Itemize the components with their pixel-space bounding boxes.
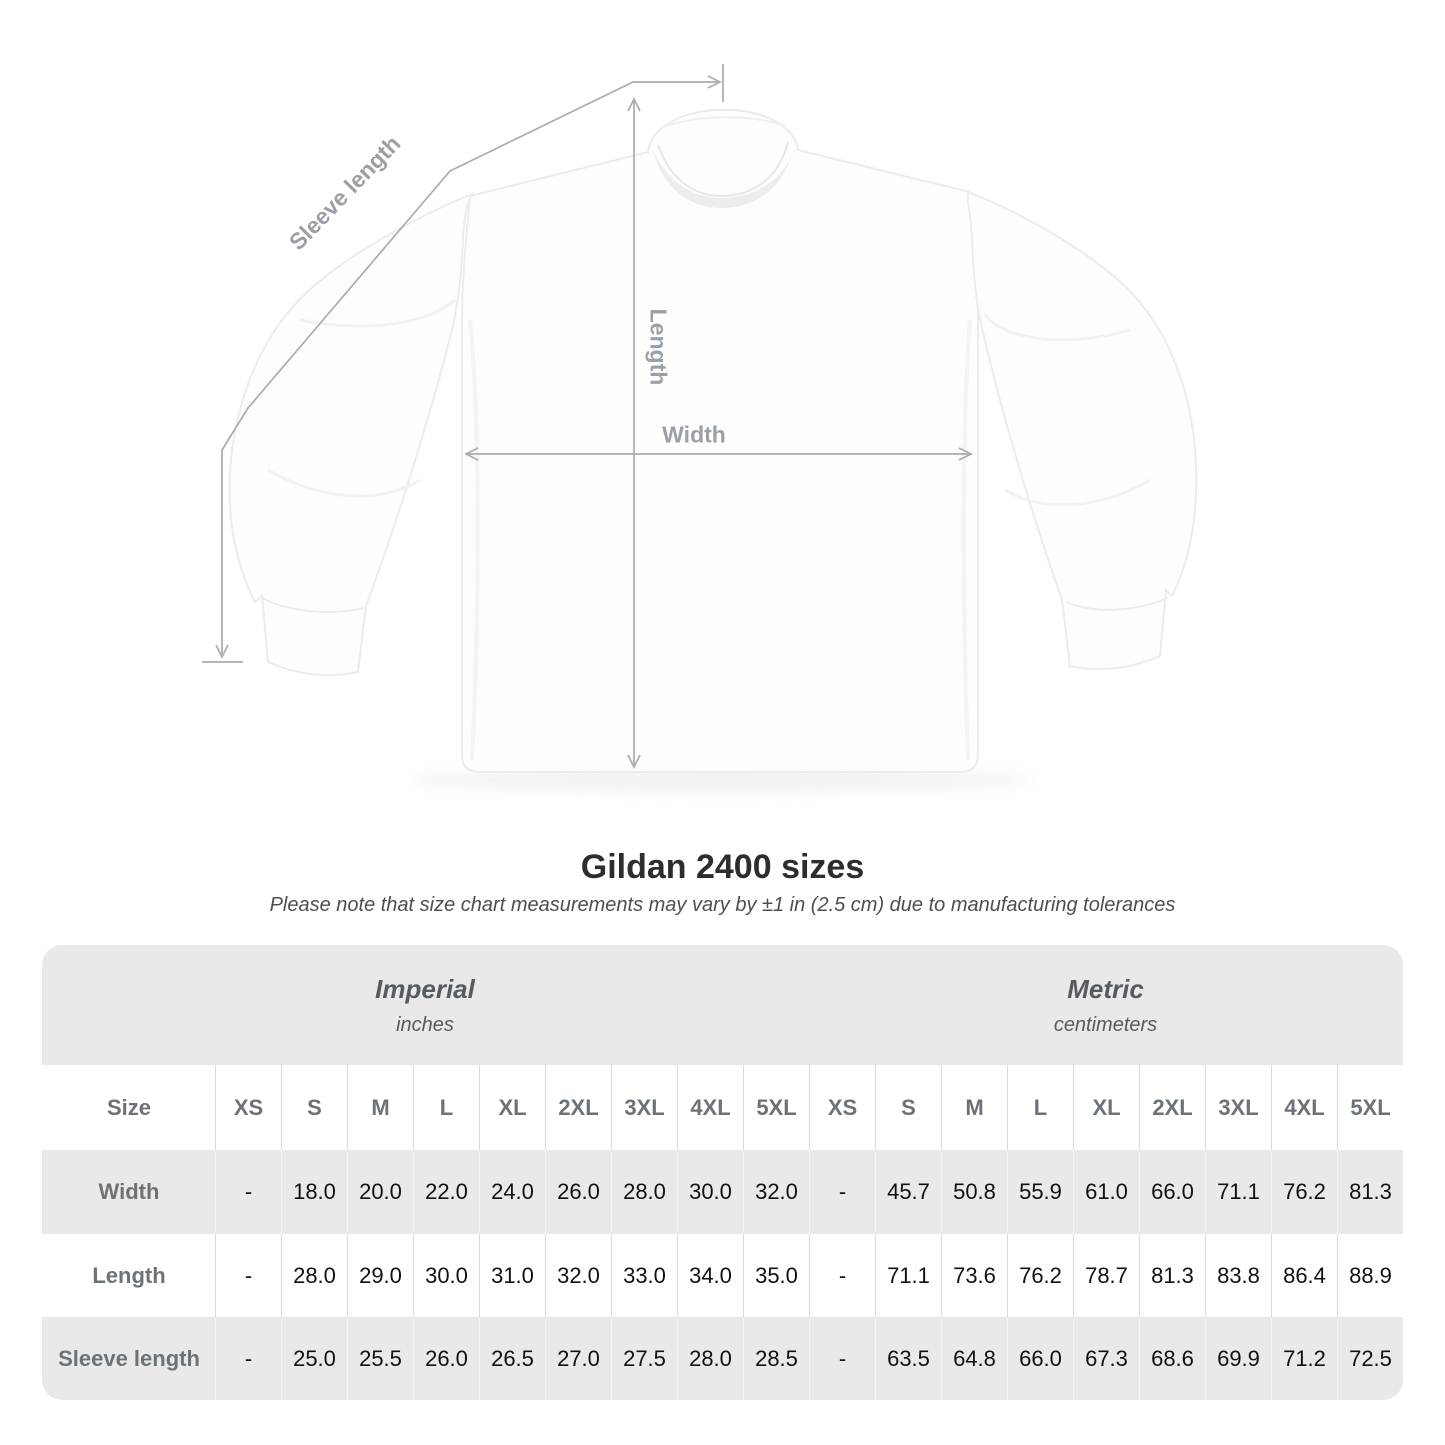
size-table bbox=[42, 945, 1403, 1400]
size-header: XS bbox=[215, 1065, 281, 1150]
row-label: Width bbox=[98, 1179, 160, 1204]
value-cell: 76.2 bbox=[1007, 1234, 1073, 1317]
table-row-sleeve-length bbox=[42, 1317, 1403, 1400]
unit-group-imperial bbox=[42, 945, 808, 1065]
size-header: 3XL bbox=[611, 1065, 677, 1150]
size-header: S bbox=[875, 1065, 941, 1150]
size-header: M bbox=[347, 1065, 413, 1150]
value-cell: 61.0 bbox=[1073, 1150, 1139, 1234]
value-cell: 29.0 bbox=[347, 1234, 413, 1317]
value-cell: 34.0 bbox=[677, 1234, 743, 1317]
unit-group-unit: inches bbox=[396, 1013, 454, 1036]
page-title: Gildan 2400 sizes bbox=[580, 848, 865, 886]
value-cell: 24.0 bbox=[479, 1150, 545, 1234]
width-label: Width bbox=[662, 421, 726, 448]
size-header: L bbox=[1007, 1065, 1073, 1150]
value-cell: 71.1 bbox=[1205, 1150, 1271, 1234]
size-header: 3XL bbox=[1205, 1065, 1271, 1150]
value-cell: - bbox=[215, 1317, 281, 1400]
row-label: Length bbox=[92, 1262, 166, 1288]
value-cell: 26.0 bbox=[545, 1150, 611, 1234]
size-header: S bbox=[281, 1065, 347, 1150]
size-column-header: Size bbox=[106, 1094, 152, 1120]
value-cell: 63.5 bbox=[875, 1317, 941, 1400]
value-cell: 28.5 bbox=[743, 1317, 809, 1400]
value-cell: 30.0 bbox=[677, 1150, 743, 1234]
right-sleeve bbox=[968, 192, 1197, 669]
value-cell: 73.6 bbox=[941, 1234, 1007, 1317]
value-cell: 69.9 bbox=[1205, 1317, 1271, 1400]
size-header: XL bbox=[479, 1065, 545, 1150]
size-header: 2XL bbox=[545, 1065, 611, 1150]
value-cell: 28.0 bbox=[677, 1317, 743, 1400]
size-header: XS bbox=[809, 1065, 875, 1150]
value-cell: 68.6 bbox=[1139, 1317, 1205, 1400]
value-cell: 71.2 bbox=[1271, 1317, 1337, 1400]
value-cell: 28.0 bbox=[281, 1234, 347, 1317]
value-cell: 81.3 bbox=[1139, 1234, 1205, 1317]
value-cell: 25.0 bbox=[281, 1317, 347, 1400]
value-cell: 71.1 bbox=[875, 1234, 941, 1317]
page-subtitle: Please note that size chart measurements may vary by ±1 in (2.5 cm) due to manufacturing tolerances bbox=[269, 894, 1176, 916]
value-cell: 22.0 bbox=[413, 1150, 479, 1234]
size-header: 4XL bbox=[677, 1065, 743, 1150]
size-header: 2XL bbox=[1139, 1065, 1205, 1150]
size-header: 5XL bbox=[743, 1065, 809, 1150]
value-cell: 30.0 bbox=[413, 1234, 479, 1317]
value-cell: 88.9 bbox=[1337, 1234, 1403, 1317]
unit-group-metric bbox=[808, 945, 1403, 1065]
value-cell: 83.8 bbox=[1205, 1234, 1271, 1317]
value-cell: 50.8 bbox=[941, 1150, 1007, 1234]
size-header: L bbox=[413, 1065, 479, 1150]
value-cell: 26.5 bbox=[479, 1317, 545, 1400]
size-header-row bbox=[42, 1065, 1403, 1150]
value-cell: 20.0 bbox=[347, 1150, 413, 1234]
value-cell: - bbox=[215, 1150, 281, 1234]
value-cell: 32.0 bbox=[743, 1150, 809, 1234]
unit-group-name: Metric bbox=[1067, 973, 1144, 1004]
size-header: 4XL bbox=[1271, 1065, 1337, 1150]
value-cell: 45.7 bbox=[875, 1150, 941, 1234]
row-label: Sleeve length bbox=[58, 1346, 200, 1371]
value-cell: 18.0 bbox=[281, 1150, 347, 1234]
value-cell: 66.0 bbox=[1007, 1317, 1073, 1400]
sleeve-length-label: Sleeve length bbox=[283, 130, 406, 256]
table-row-length bbox=[42, 1234, 1403, 1317]
value-cell: 66.0 bbox=[1139, 1150, 1205, 1234]
value-cell: 72.5 bbox=[1337, 1317, 1403, 1400]
value-cell: 27.5 bbox=[611, 1317, 677, 1400]
value-cell: - bbox=[809, 1317, 875, 1400]
unit-group-name: Imperial bbox=[375, 973, 475, 1004]
value-cell: - bbox=[809, 1234, 875, 1317]
value-cell: 76.2 bbox=[1271, 1150, 1337, 1234]
left-sleeve bbox=[229, 194, 472, 675]
table-row-width bbox=[42, 1150, 1403, 1234]
value-cell: 81.3 bbox=[1337, 1150, 1403, 1234]
value-cell: 31.0 bbox=[479, 1234, 545, 1317]
value-cell: 64.8 bbox=[941, 1317, 1007, 1400]
value-cell: 55.9 bbox=[1007, 1150, 1073, 1234]
unit-header-row bbox=[42, 945, 1403, 1065]
value-cell: 27.0 bbox=[545, 1317, 611, 1400]
value-cell: 28.0 bbox=[611, 1150, 677, 1234]
size-header: 5XL bbox=[1337, 1065, 1403, 1150]
value-cell: 26.0 bbox=[413, 1317, 479, 1400]
value-cell: - bbox=[215, 1234, 281, 1317]
value-cell: 25.5 bbox=[347, 1317, 413, 1400]
unit-group-unit: centimeters bbox=[1053, 1013, 1158, 1036]
size-header: M bbox=[941, 1065, 1007, 1150]
length-label: Length bbox=[645, 308, 672, 386]
value-cell: 67.3 bbox=[1073, 1317, 1139, 1400]
value-cell: - bbox=[809, 1150, 875, 1234]
value-cell: 33.0 bbox=[611, 1234, 677, 1317]
value-cell: 78.7 bbox=[1073, 1234, 1139, 1317]
value-cell: 86.4 bbox=[1271, 1234, 1337, 1317]
value-cell: 35.0 bbox=[743, 1234, 809, 1317]
value-cell: 32.0 bbox=[545, 1234, 611, 1317]
size-header: XL bbox=[1073, 1065, 1139, 1150]
